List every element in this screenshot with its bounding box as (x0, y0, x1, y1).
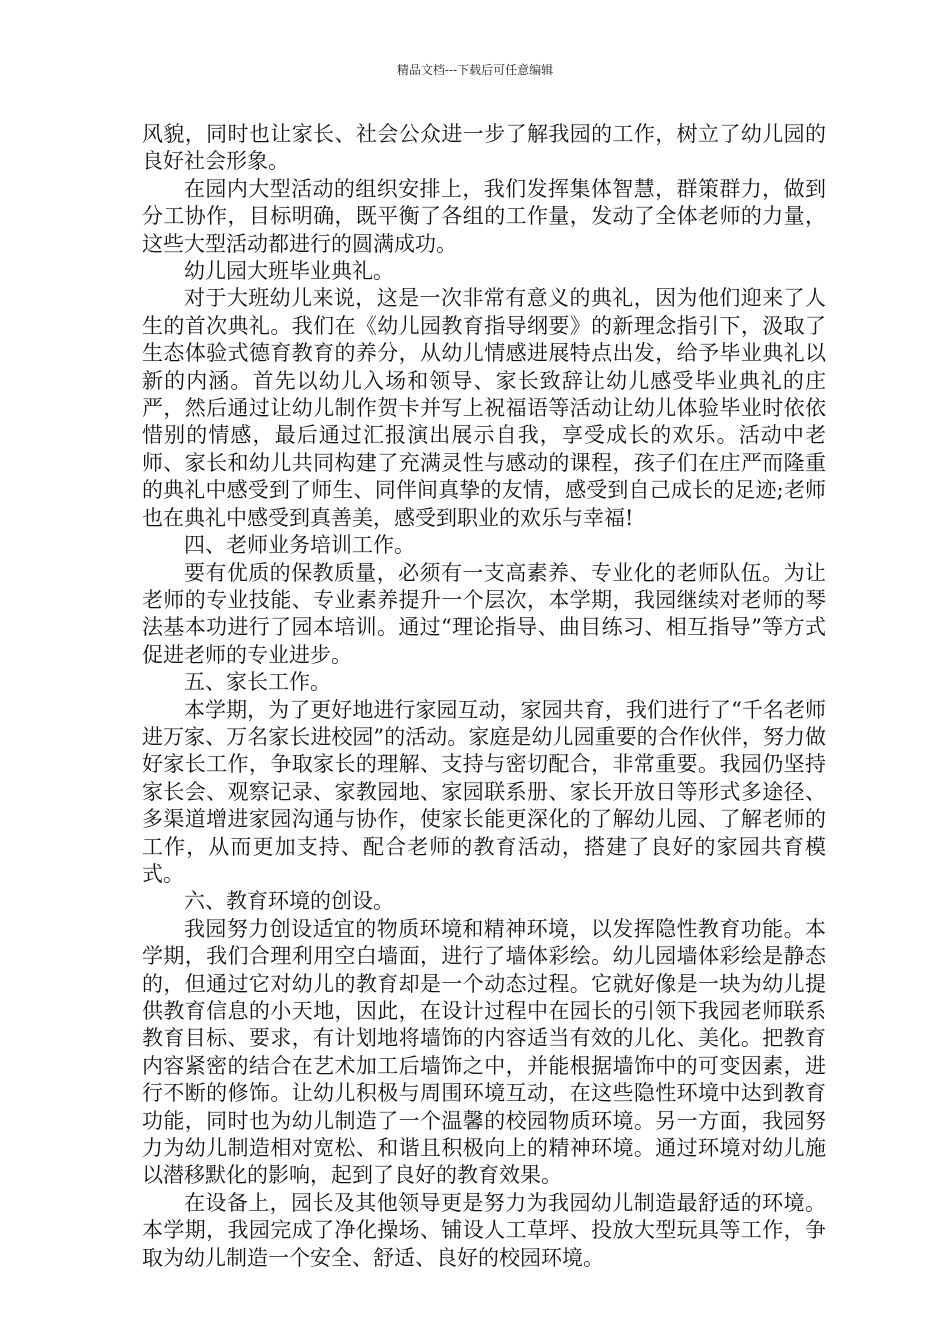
page-header: 精品文档---下载后可任意编辑 (396, 63, 554, 77)
paragraph: 对于大班幼儿来说，这是一次非常有意义的典礼，因为他们迎来了人生的首次典礼。我们在《幼儿园教育指导纲要》的新理念指引下，汲取了生态体验式德育教育的养分，从幼儿情感进展特点出发，给予毕业典礼以新的内涵。首先以幼儿入场和领导、家长致辞让幼儿感受毕业典礼的庄严，然后通过让幼儿制作贺卡并写上祝福语等活动让幼儿体验毕业时依依惜别的情感，最后通过汇报演出展示自我，享受成长的欢乐。活动中老师、家长和幼儿共同构建了充满灵性与感动的课程，孩子们在庄严而隆重的典礼中感受到了师生、同伴间真挚的友情，感受到自己成长的足迹;老师也在典礼中感受到真善美，感受到职业的欢乐与幸福! (142, 286, 826, 530)
paragraph: 本学期，为了更好地进行家园互动，家园共育，我们进行了“千名老师进万家、万名家长进校园”的活动。家庭是幼儿园重要的合作伙伴，努力做好家长工作，争取家长的理解、支持与密切配合，非常重要。我园仍坚持家长会、观察记录、家教园地、家园联系册、家长开放日等形式多途径、多渠道增进家园沟通与协作，使家长能更深化的了解幼儿园、了解老师的工作，从而更加支持、配合老师的教育活动，搭建了良好的家园共育模式。 (142, 697, 826, 886)
paragraph: 要有优质的保教质量，必须有一支高素养、专业化的老师队伍。为让老师的专业技能、专业素养提升一个层次，本学期，我园继续对老师的琴法基本功进行了园本培训。通过“理论指导、曲目练习、相互指导”等方式促进老师的专业进步。 (142, 560, 826, 667)
paragraph: 风貌，同时也让家长、社会公众进一步了解我园的工作，树立了幼儿园的良好社会形象。 (142, 122, 826, 174)
paragraph: 我园努力创设适宜的物质环境和精神环境，以发挥隐性教育功能。本学期，我们合理利用空白墙面，进行了墙体彩绘。幼儿园墙体彩绘是静态的，但通过它对幼儿的教育却是一个动态过程。它就好像是一块为幼儿提供教育信息的小天地，因此，在设计过程中在园长的引领下我园老师联系教育目标、要求，有计划地将墙饰的内容适当有效的儿化、美化。把教育内容紧密的结合在艺术加工后墙饰之中，并能根据墙饰中的可变因素，进行不断的修饰。让幼儿积极与周围环境互动，在这些隐性环境中达到教育功能，同时也为幼儿制造了一个温馨的校园物质环境。另一方面，我园努力为幼儿制造相对宽松、和谐且积极向上的精神环境。通过环境对幼儿施以潜移默化的影响，起到了良好的教育效果。 (142, 916, 826, 1188)
paragraph: 在设备上，园长及其他领导更是努力为我园幼儿制造最舒适的环境。本学期，我园完成了净化操场、铺设人工草坪、投放大型玩具等工作，争取为幼儿制造一个安全、舒适、良好的校园环境。 (142, 1190, 826, 1270)
section-heading: 四、老师业务培训工作。 (184, 533, 415, 558)
section-heading: 六、教育环境的创设。 (184, 889, 394, 914)
section-heading: 五、家长工作。 (184, 670, 331, 695)
section-heading: 幼儿园大班毕业典礼。 (184, 259, 394, 284)
document-body (142, 121, 826, 1272)
paragraph: 在园内大型活动的组织安排上，我们发挥集体智慧，群策群力，做到分工协作，目标明确，既平衡了各组的工作量，发动了全体老师的力量，这些大型活动都进行的圆满成功。 (142, 176, 826, 256)
